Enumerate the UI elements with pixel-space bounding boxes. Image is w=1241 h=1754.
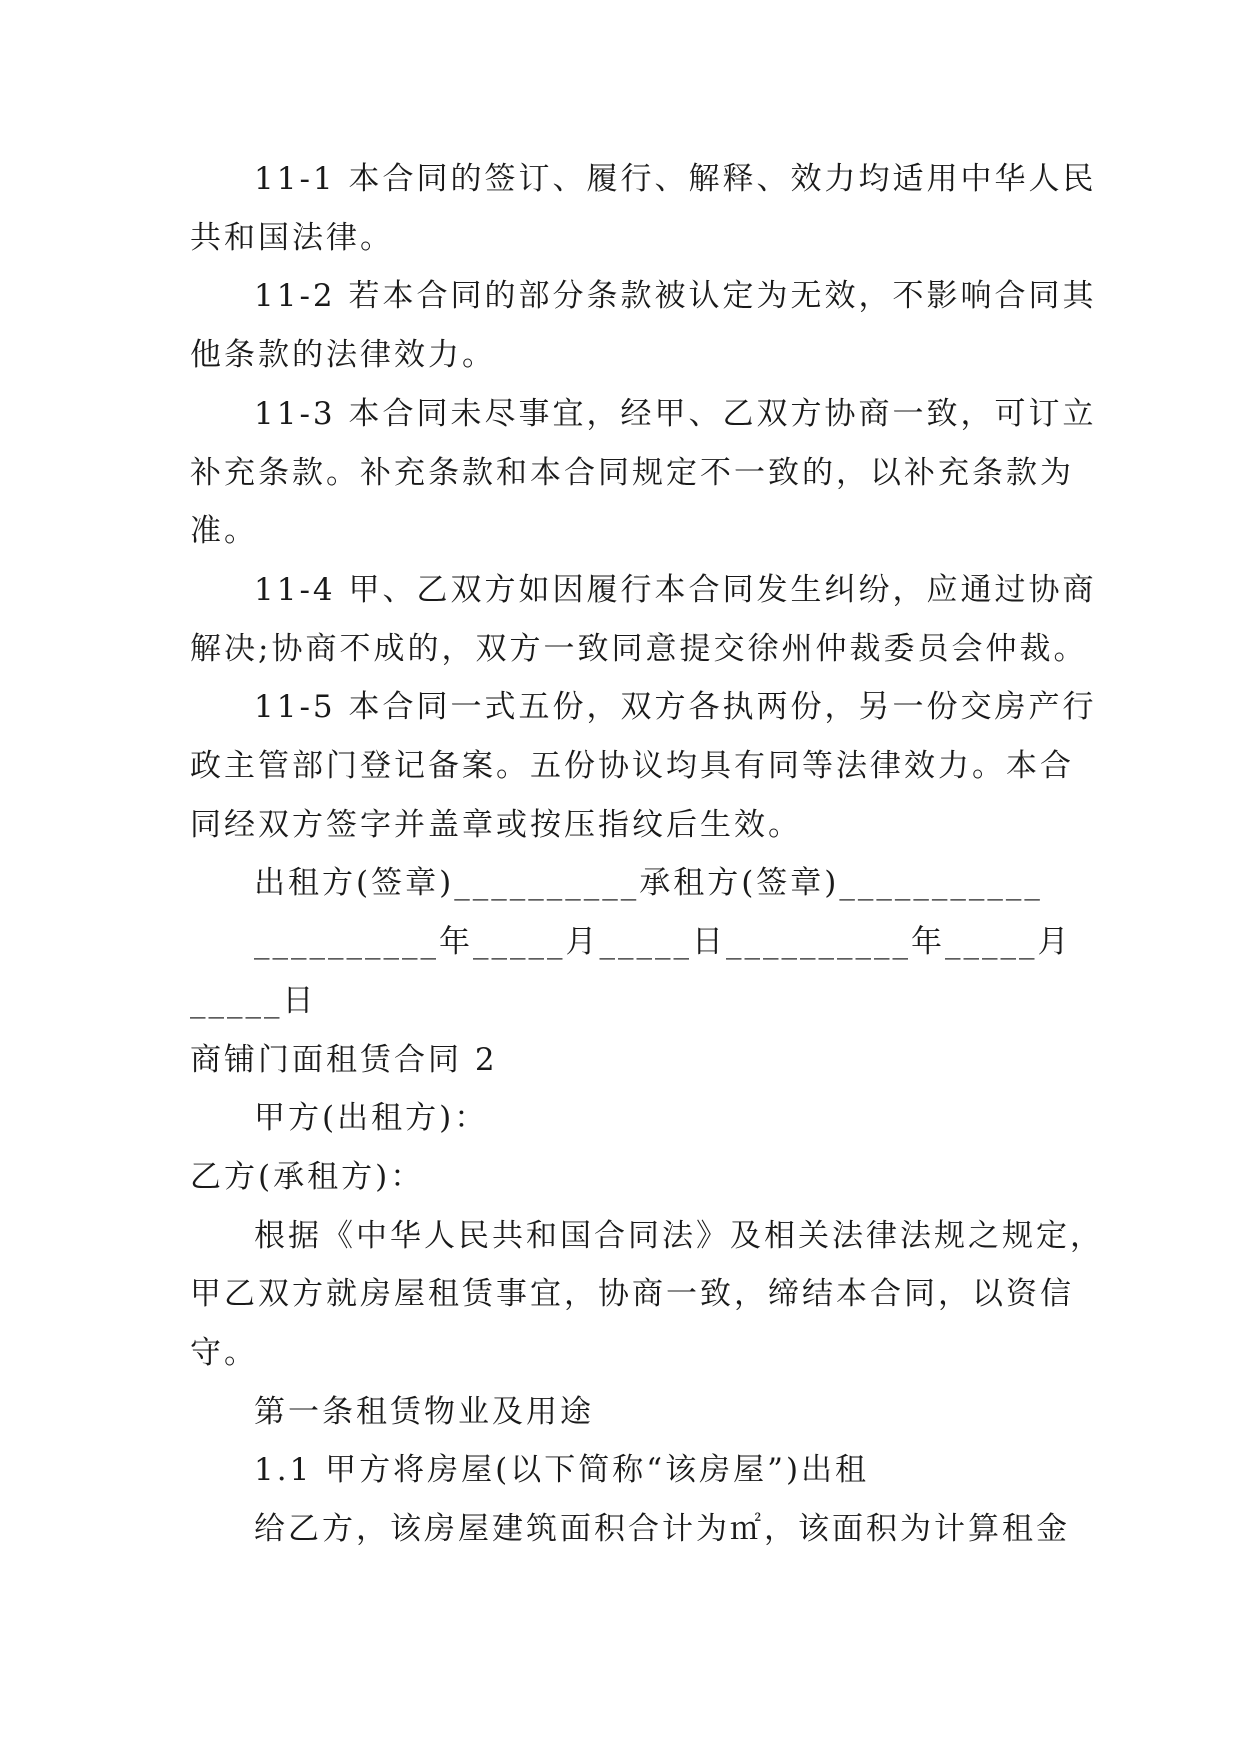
text-line: 1.1 甲方将房屋(以下简称“该房屋”)出租 <box>254 1452 870 1489</box>
text-line: 根据《中华人民共和国合同法》及相关法律法规之规定， <box>254 1217 1104 1254</box>
text-line: 11-1 本合同的签订、履行、解释、效力均适用中华人民 <box>254 161 1097 197</box>
text-line: 11-5 本合同一式五份，双方各执两份，另一份交房产行 <box>254 689 1097 726</box>
section-title: 商铺门面租赁合同 2 <box>190 1041 498 1078</box>
text-line: 11-4 甲、乙双方如因履行本合同发生纠纷，应通过协商 <box>254 571 1097 608</box>
document-body <box>190 150 1104 1559</box>
text-line: 补充条款。补充条款和本合同规定不一致的，以补充条款为 <box>190 454 1074 491</box>
text-line: 守。 <box>190 1335 258 1372</box>
date-line: __________年_____月_____日__________年_____月 <box>254 924 1072 961</box>
text-line: 同经双方签字并盖章或按压指纹后生效。 <box>190 806 802 843</box>
text-line: 给乙方，该房屋建筑面积合计为㎡，该面积为计算租金 <box>254 1511 1070 1548</box>
article-heading: 第一条租赁物业及用途 <box>254 1393 594 1430</box>
date-line: _____日 <box>190 982 317 1019</box>
text-line: 11-2 若本合同的部分条款被认定为无效，不影响合同其 <box>254 278 1097 315</box>
text-line: 他条款的法律效力。 <box>190 337 496 374</box>
text-line: 解决;协商不成的，双方一致同意提交徐州仲裁委员会仲裁。 <box>190 630 1088 667</box>
text-line: 11-3 本合同未尽事宜，经甲、乙双方协商一致，可订立 <box>254 395 1097 432</box>
text-line: 共和国法律。 <box>190 219 394 256</box>
party-b-line: 乙方(承租方)： <box>190 1158 425 1195</box>
signature-line: 出租方(签章)__________承租方(签章)___________ <box>254 865 1043 902</box>
text-line: 甲乙双方就房屋租赁事宜，协商一致，缔结本合同，以资信 <box>190 1276 1074 1313</box>
party-a-line: 甲方(出租方)： <box>254 1100 489 1137</box>
text-line: 政主管部门登记备案。五份协议均具有同等法律效力。本合 <box>190 748 1074 785</box>
text-line: 准。 <box>190 513 258 550</box>
